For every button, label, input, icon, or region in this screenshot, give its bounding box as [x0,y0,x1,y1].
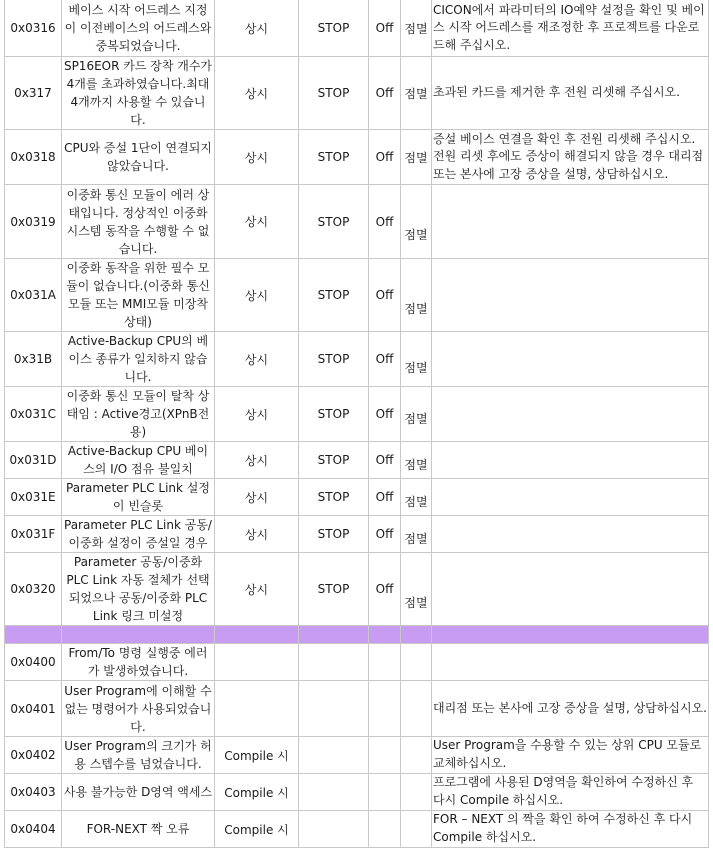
table-row [5,259,709,332]
run-led [369,644,401,681]
run-led: Off [369,442,401,479]
run-led [369,811,401,848]
table-row [5,774,709,811]
error-description: 사용 불가능한 D영역 액세스 [62,774,215,811]
action: 초과된 카드를 제거한 후 전원 리셋해 주십시오. [432,57,709,130]
cpu-state [299,644,369,681]
error-description: User Program의 크기가 허용 스텝수를 넘었습니다. [62,737,215,774]
cpu-state: STOP [299,332,369,387]
error-code: 0x031D [5,442,62,479]
error-code: 0x0401 [5,681,62,737]
table-row [5,737,709,774]
separator-cell [432,626,709,644]
detection-time: Compile 시 [215,774,299,811]
error-code: 0x031A [5,259,62,332]
action: User Program을 수용할 수 있는 상위 CPU 모듈로 교체하십시오. [432,737,709,774]
err-led: 점멸 [401,130,432,185]
cpu-state [299,737,369,774]
cpu-state [299,774,369,811]
action [432,387,709,442]
detection-time: 상시 [215,442,299,479]
err-led: 점멸 [401,57,432,130]
error-code: 0x031C [5,387,62,442]
table-row [5,185,709,259]
error-description: User Program에 이해할 수 없는 명령어가 사용되었습니다. [62,681,215,737]
table-row [5,442,709,479]
cpu-state: STOP [299,516,369,553]
run-led: Off [369,57,401,130]
cpu-state: STOP [299,259,369,332]
err-led: 점멸 [401,332,432,387]
separator-cell [369,626,401,644]
error-code: 0x31B [5,332,62,387]
error-code: 0x031F [5,516,62,553]
cpu-state: STOP [299,130,369,185]
err-led [401,774,432,811]
error-description: CPU와 증설 1단이 연결되지 않았습니다. [62,130,215,185]
separator-cell [401,626,432,644]
section-separator [5,626,709,644]
run-led: Off [369,130,401,185]
detection-time: 상시 [215,332,299,387]
run-led: Off [369,0,401,57]
run-led: Off [369,259,401,332]
detection-time: Compile 시 [215,811,299,848]
error-description: Parameter PLC Link 설정이 빈슬롯 [62,479,215,516]
detection-time: 상시 [215,259,299,332]
run-led [369,681,401,737]
error-code: 0x0403 [5,774,62,811]
table-row [5,479,709,516]
err-led [401,811,432,848]
separator-cell [215,626,299,644]
error-code: 0x031E [5,479,62,516]
detection-time: 상시 [215,516,299,553]
cpu-state: STOP [299,185,369,259]
run-led: Off [369,553,401,626]
detection-time: 상시 [215,57,299,130]
err-led: 점멸 [401,553,432,626]
table-row [5,130,709,185]
table-row [5,811,709,848]
run-led [369,774,401,811]
error-code: 0x0400 [5,644,62,681]
cpu-state: STOP [299,553,369,626]
err-led: 점멸 [401,442,432,479]
err-led: 점멸 [401,0,432,57]
cpu-state [299,811,369,848]
detection-time: 상시 [215,479,299,516]
err-led [401,737,432,774]
error-description: 베이스 시작 어드레스 지정이 이전베이스의 어드레스와 중복되었습니다. [62,0,215,57]
run-led: Off [369,387,401,442]
run-led: Off [369,516,401,553]
err-led: 점멸 [401,387,432,442]
error-description: From/To 명령 실행중 에러가 발생하였습니다. [62,644,215,681]
cpu-state [299,681,369,737]
detection-time: 상시 [215,185,299,259]
table-row [5,0,709,57]
error-description: 이중화 통신 모듈이 에러 상태입니다. 정상적인 이중화 시스템 동작을 수행할 수 없습니다. [62,185,215,259]
error-code: 0x0318 [5,130,62,185]
error-description: FOR-NEXT 짝 오류 [62,811,215,848]
run-led: Off [369,185,401,259]
action: 증설 베이스 연결을 확인 후 전원 리셋해 주십시오. 전원 리셋 후에도 증상이 해결되지 않을 경우 대리점 또는 본사에 고장 증상을 설명, 상담하십시오. [432,130,709,185]
detection-time: 상시 [215,387,299,442]
action: 대리점 또는 본사에 고장 증상을 설명, 상담하십시오. [432,681,709,737]
error-code-table-container [4,0,709,848]
run-led: Off [369,479,401,516]
err-led [401,644,432,681]
error-description: 이중화 동작을 위한 필수 모듈이 없습니다.(이중화 통신 모듈 또는 MMI모듈 미장착 상태) [62,259,215,332]
err-led [401,681,432,737]
error-description: SP16EOR 카드 장착 개수가 4개를 초과하였습니다.최대 4개까지 사용할 수 있습니다. [62,57,215,130]
err-led: 점멸 [401,185,432,259]
action [432,553,709,626]
error-description: Parameter 공동/이중화 PLC Link 자동 절체가 선택되었으나 공동/이중화 PLC Link 링크 미설정 [62,553,215,626]
cpu-state: STOP [299,57,369,130]
action [432,185,709,259]
cpu-state: STOP [299,387,369,442]
detection-time: 상시 [215,553,299,626]
action [432,259,709,332]
run-led [369,737,401,774]
cpu-state: STOP [299,479,369,516]
run-led: Off [369,332,401,387]
error-code: 0x0404 [5,811,62,848]
detection-time [215,644,299,681]
table-row [5,553,709,626]
table-row [5,332,709,387]
cpu-state: STOP [299,0,369,57]
table-row [5,387,709,442]
action [432,332,709,387]
error-code: 0x0316 [5,0,62,57]
err-led: 점멸 [401,479,432,516]
table-row [5,57,709,130]
error-description: Parameter PLC Link 공동/이중화 설정이 증설일 경우 [62,516,215,553]
error-code: 0x317 [5,57,62,130]
err-led: 점멸 [401,516,432,553]
separator-cell [5,626,62,644]
action: FOR – NEXT 의 짝을 확인 하여 수정하신 후 다시 Compile 하십시오. [432,811,709,848]
separator-cell [62,626,215,644]
separator-cell [299,626,369,644]
table-row [5,516,709,553]
error-code-table [4,0,709,848]
action [432,516,709,553]
err-led: 점멸 [401,259,432,332]
error-description: 이중화 통신 모듈이 탈착 상태임 : Active경고(XPnB전용) [62,387,215,442]
action [432,644,709,681]
error-code: 0x0320 [5,553,62,626]
error-description: Active-Backup CPU 베이스의 I/O 점유 불일치 [62,442,215,479]
error-code: 0x0402 [5,737,62,774]
table-row [5,644,709,681]
action [432,442,709,479]
error-description: Active-Backup CPU의 베이스 종류가 일치하지 않습니다. [62,332,215,387]
detection-time: 상시 [215,0,299,57]
cpu-state: STOP [299,442,369,479]
action: 프로그램에 사용된 D영역을 확인하여 수정하신 후 다시 Compile 하십시오. [432,774,709,811]
action: CICON에서 파라미터의 IO예약 설정을 확인 및 베이스 시작 어드레스를 재조정한 후 프로젝트를 다운로드해 주십시오. [432,0,709,57]
action [432,479,709,516]
detection-time: 상시 [215,130,299,185]
error-code: 0x0319 [5,185,62,259]
detection-time [215,681,299,737]
table-row [5,681,709,737]
detection-time: Compile 시 [215,737,299,774]
